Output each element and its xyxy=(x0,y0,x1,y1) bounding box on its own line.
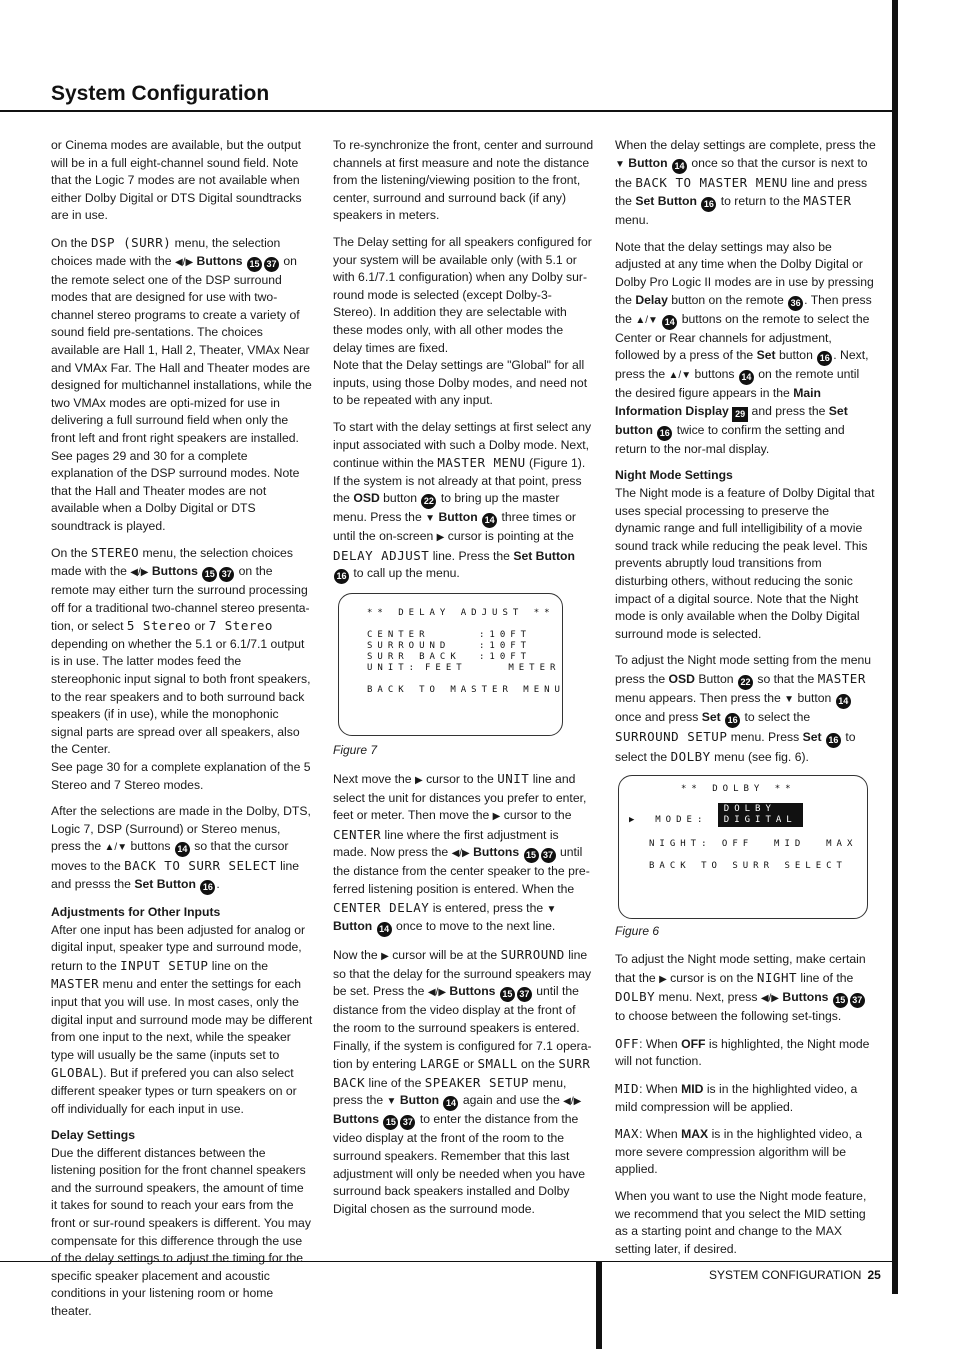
callout-number: 37 xyxy=(517,987,532,1002)
figure-caption: Figure 7 xyxy=(333,743,378,758)
callout-number: 16 xyxy=(817,351,832,366)
paragraph: The Night mode is a feature of Dolby Digital that uses special processing to preserve the dynamic range and full intelligibility of a movie sound track while reducing the peak level. This prevents abruptly loud transitions from disturbing others, without reducing the sonic impact of a digital source. Note that the Night mode is only available when the Dolby Digital surround mode is selected. xyxy=(615,485,875,641)
callout-number: 37 xyxy=(219,567,234,582)
paragraph: or Cinema modes are available, but the output will be in a full eight-channel sound field. Note that the Logic 7 modes are not available when either Dolby Digital or DTS Digital soundtracks are in use. xyxy=(51,138,302,223)
footer-margin-bar xyxy=(596,1262,602,1349)
paragraph: When the delay settings are complete, press the ▼ Button 14 once so that the cursor is next to the BACK TO MASTER MENU line and press the Set Button 16 to return to the MASTER menu. xyxy=(615,138,876,228)
callout-number: 37 xyxy=(541,848,556,863)
right-arrow-icon: ▶ xyxy=(414,775,423,787)
callout-number: 22 xyxy=(738,675,753,690)
menu-row: CENTER :10FT xyxy=(367,630,532,641)
section-heading: Night Mode Settings xyxy=(615,468,733,483)
callout-number: 15 xyxy=(383,1115,398,1130)
column-1 xyxy=(51,137,313,1330)
left-right-arrows-icon: ◀/▶ xyxy=(451,848,470,860)
menu-back-line: BACK TO SURR SELECT xyxy=(649,861,847,872)
paragraph: On the STEREO menu, the selection choices made with the ◀/▶ Buttons 15 37 on the remote may either turn the surround processing off for a traditional two-channel stereo presenta-tion, or select 5 Stereo or 7 Stereo depending on whether the 5.1 or 6.1/7.1 output is in use. The latter modes feed the stereophonic input signal to both front speakers, to the rear speakers and to both surround back speakers (if in use), while the monophonic signal parts are spread over all speakers, also the Center. See page 30 for a complete explanation of the 5 Stereo and 7 Stereo modes. xyxy=(51,545,311,792)
callout-number: 14 xyxy=(739,370,754,385)
down-arrow-icon: ▼ xyxy=(784,693,795,705)
callout-number: 16 xyxy=(725,713,740,728)
paragraph: OFF: When OFF is highlighted, the Night mode will not function. xyxy=(615,1035,870,1069)
callout-number: 14 xyxy=(836,694,851,709)
callout-number: 14 xyxy=(377,922,392,937)
page-footer xyxy=(709,1268,881,1282)
callout-number: 14 xyxy=(482,513,497,528)
left-right-arrows-icon: ◀/▶ xyxy=(760,993,779,1005)
menu-title: ** DELAY ADJUST ** xyxy=(367,608,555,619)
paragraph: To adjust the Night mode setting from the menu press the OSD Button 22 so that the MASTER menu appears. Then press the ▼ button 14 once and press Set 16 to select the SURROUND SETUP menu. Press Set 16 to select the DOLBY menu (see fig. 6). xyxy=(615,653,872,764)
paragraph: Due the different distances between the listening position for the front channel speakers and the surround speakers, the amount of time it takes for sound to reach your ears from the front or sur-round speakers is different. You may compensate for this difference through the use of the delay settings to adjust the timing for the specific speaker placement and acoustic conditions in your listening room or home theater. xyxy=(51,1145,311,1319)
callout-number: 16 xyxy=(200,880,215,895)
paragraph: Note that the delay settings may also be adjusted at any time when the Dolby Digital or Dolby Pro Logic II modes are in use by pressing the Delay button on the remote 36 . Then press the ▲/▼ 14 buttons on the remote to select the Center or Rear channels for adjustment, followed by a press of the Set button 16 . Next, press the ▲/▼ buttons 14 on the remote until the desired figure appears in the Main Information Display 29 and press the Set button 16 twice to confirm the setting and return to the nor-mal display. xyxy=(615,239,874,456)
paragraph: After the selections are made in the Dolby, DTS, Logic 7, DSP (Surround) or Stereo menus, press the ▲/▼ buttons 14 so that the cursor moves to the BACK TO SURR SELECT line and presss the Set Button 16 . xyxy=(51,803,313,895)
left-right-arrows-icon: ◀/▶ xyxy=(174,256,194,268)
callout-number: 22 xyxy=(421,494,436,509)
callout-number: 15 xyxy=(247,257,262,272)
left-right-arrows-icon: ◀/▶ xyxy=(427,987,447,999)
callout-number: 14 xyxy=(672,159,687,174)
callout-number: 14 xyxy=(443,1096,458,1111)
callout-number: 36 xyxy=(788,296,803,311)
paragraph: To start with the delay settings at first select any input associated with such a Dolby mode. Next, continue within the MASTER MENU (Figure 1). If the system is not already at that point, press the OSD button 22 to bring up the master menu. Press the ▼ Button 14 three times or until the on-screen ▶ cursor is pointing at the DELAY ADJUST line. Press the Set Button 16 to call up the menu. xyxy=(333,419,595,585)
cursor-arrow-icon: ▶ xyxy=(629,815,635,826)
menu-row: SURROUND :10FT xyxy=(367,641,532,652)
paragraph: Now the ▶ cursor will be at the SURROUND line so that the delay for the surround speakers may be set. Press the ◀/▶ Buttons 15 37 until the distance from the video display at the front of the room to the surround speakers is entered. Finally, if the system is configured for 7.1 opera-tion by entering LARGE or SMALL on the SURR BACK line of the SPEAKER SETUP menu, press the ▼ Button 14 again and use the ◀/▶ Buttons 15 37 to enter the distance from the video display at the front of the room to the surround speakers. Remember that this last adjustment will only be needed when you have surround back speakers installed and Dolby Digital chosen as the surround mode. xyxy=(333,947,592,1216)
menu-title: ** DOLBY ** xyxy=(681,784,796,795)
down-arrow-icon: ▼ xyxy=(615,158,625,170)
callout-number: 15 xyxy=(202,567,217,582)
up-down-arrows-icon: ▲/▼ xyxy=(104,842,128,854)
up-down-arrows-icon: ▲/▼ xyxy=(635,314,658,326)
callout-number: 37 xyxy=(264,257,279,272)
paragraph: MID: When MID is in the highlighted video, a mild compression will be applied. xyxy=(615,1081,858,1114)
right-arrow-icon: ▶ xyxy=(659,973,667,985)
down-arrow-icon: ▼ xyxy=(546,903,557,915)
menu-back-line: BACK TO MASTER MENU xyxy=(367,685,565,696)
paragraph: The Delay setting for all speakers configured for your system will be available only (with 5.1 or with 6.1/7.1 configuration) when any Dolby sur-round mode is selected (except Dolby-3-Stereo). In addition they are selectable with these modes only, with all other modes the delay times are fixed. Note that the Delay settings are "Global" for all inputs, using those Dolby modes, and need not to be repeated with any input. xyxy=(333,234,592,408)
paragraph: On the DSP (SURR) menu, the selection choices made with the ◀/▶ Buttons 15 37 on the remote select one of the DSP surround modes that are designed for use with two-channel stereo programs to create a variety of sound field pre-sentations. The choices available are Hall 1, Hall 2, Theater, VMAx Near and VMAx Far. The Hall and Theater modes are designed for multichannel installations, while the two VMAx modes are opti-mized for use in delivering a full surround field when only the front left and front right speakers are installed. See pages 29 and 30 for a complete explanation of the DSP surround modes. Note that the Hall and Theater modes are not available when a Dolby Digital or DTS soundtrack is played. xyxy=(51,234,312,533)
callout-number: 15 xyxy=(500,987,515,1002)
down-arrow-icon: ▼ xyxy=(386,1096,397,1108)
left-right-arrows-icon: ◀/▶ xyxy=(130,567,149,579)
right-arrow-icon: ▶ xyxy=(381,951,389,963)
section-heading: Adjustments for Other Inputs xyxy=(51,904,221,919)
down-arrow-icon: ▼ xyxy=(425,513,436,525)
paragraph: After one input has been adjusted for analog or digital input, speaker type and surround mode, return to the INPUT SETUP line on the MASTER menu and enter the settings for each input that you will use. In most cases, only the digital input and surround mode may be different from one input to the next, while the speaker type will usually be the same (inputs set to GLOBAL). But if prefered you can also select different speaker types or turn speakers on or off individually for each input in use. xyxy=(51,922,313,1116)
left-right-arrows-icon: ◀/▶ xyxy=(563,1096,582,1108)
menu-row-night: NIGHT: OFF MID MAX xyxy=(649,839,858,850)
callout-number: 15 xyxy=(524,848,539,863)
paragraph: Next move the ▶ cursor to the UNIT line and select the unit for distances you prefer to enter, feet or meter. Then move the ▶ cursor to the CENTER line where the first adjustment is made. Now press the ◀/▶ Buttons 15 37 until the distance from the center speaker to the pre-ferred listening position is entered. When the CENTER DELAY is entered, press the ▼ Button 14 once to move to the next line. xyxy=(333,770,595,937)
up-down-arrows-icon: ▲/▼ xyxy=(668,370,692,382)
menu-row-mode: ▶ MODE: DOLBY DIGITAL xyxy=(619,803,867,827)
callout-number: 37 xyxy=(400,1115,415,1130)
right-arrow-icon: ▶ xyxy=(436,532,445,544)
paragraph: To adjust the Night mode setting, make certain that the ▶ cursor is on the NIGHT line of the DOLBY menu. Next, press ◀/▶ Buttons 15 37 to choose between the following set-tings. xyxy=(615,952,866,1024)
callout-number: 37 xyxy=(850,993,865,1008)
page-number: 25 xyxy=(867,1268,881,1282)
figure-6-dolby-menu xyxy=(618,775,868,919)
callout-number: 16 xyxy=(701,197,716,212)
callout-number: 16 xyxy=(826,733,841,748)
callout-number-square: 29 xyxy=(732,407,748,422)
callout-number: 15 xyxy=(833,993,848,1008)
right-margin-bar xyxy=(892,0,898,1294)
figure-7-delay-adjust-menu xyxy=(338,593,563,736)
selected-mode-highlight: DOLBY DIGITAL xyxy=(718,803,803,827)
callout-number: 16 xyxy=(334,569,349,584)
paragraph: MAX: When MAX is in the highlighted video, a more severe compression algorithm will be applied. xyxy=(615,1126,862,1177)
callout-number: 16 xyxy=(657,426,672,441)
section-heading: Delay Settings xyxy=(51,1128,135,1143)
page-title: System Configuration xyxy=(51,82,270,105)
callout-number: 14 xyxy=(662,315,677,330)
callout-number: 14 xyxy=(175,842,190,857)
paragraph: When you want to use the Night mode feature, we recommend that you select the MID setting as a starting point and change to the MAX setting later, if desired. xyxy=(615,1189,867,1256)
column-3 xyxy=(615,137,877,1267)
right-arrow-icon: ▶ xyxy=(492,811,501,823)
figure-caption: Figure 6 xyxy=(615,924,660,939)
header-rule xyxy=(0,110,893,112)
column-2 xyxy=(333,137,595,1227)
menu-row: UNIT: FEET METER xyxy=(367,663,561,674)
menu-row: SURR BACK :10FT xyxy=(367,652,532,663)
footer-section-label: SYSTEM CONFIGURATION xyxy=(709,1268,862,1282)
paragraph: To re-synchronize the front, center and surround channels at first measure and note the distance from the listening/viewing position to the front, center, surround and surround back (if any) speakers in meters. xyxy=(333,138,594,223)
